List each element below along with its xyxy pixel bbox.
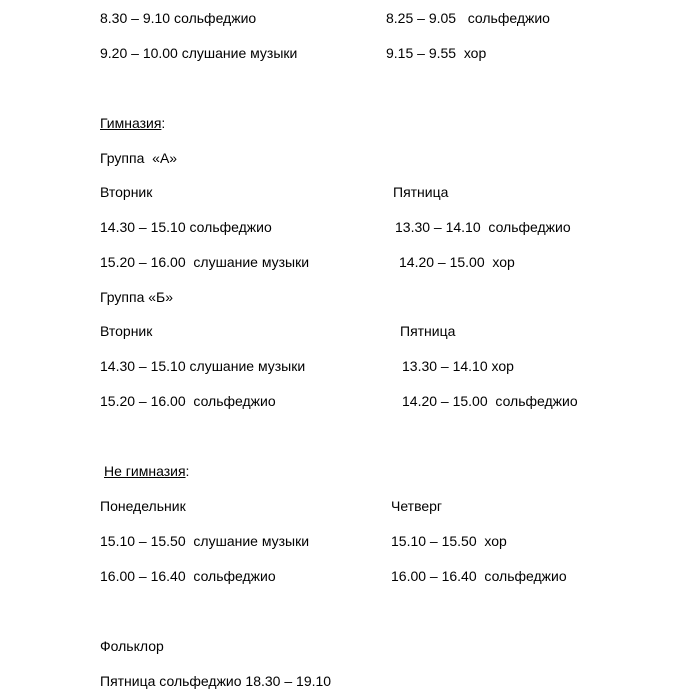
group-b-left-line-1: 14.30 – 15.10 слушание музыки (100, 358, 306, 374)
gymnasium-heading (100, 114, 165, 132)
group-b-right-line-1: 13.30 – 14.10 хор (402, 358, 514, 374)
group-a-right-line-1: 13.30 – 14.10 сольфеджио (395, 219, 571, 235)
top-left-line-2: 9.20 – 10.00 слушание музыки (100, 45, 298, 61)
non-gymnasium-day-left: Понедельник (100, 498, 186, 514)
non-gymnasium-left-line-1: 15.10 – 15.50 слушание музыки (100, 533, 310, 549)
non-gymnasium-right-line-1: 15.10 – 15.50 хор (391, 533, 507, 549)
group-a-right-line-2: 14.20 – 15.00 хор (399, 254, 515, 270)
top-right-line-1: 8.25 – 9.05 сольфеджио (386, 10, 550, 26)
gymnasium-heading-text: Гимназия (100, 115, 162, 131)
gymnasium-heading-colon: : (161, 115, 166, 131)
folklore-heading: Фольклор (100, 638, 164, 654)
group-a-left-line-1: 14.30 – 15.10 сольфеджио (100, 219, 272, 235)
group-b-label: Группа «Б» (100, 289, 174, 305)
non-gymnasium-day-right: Четверг (391, 498, 443, 514)
group-b-day-right: Пятница (400, 323, 456, 339)
top-left-line-1: 8.30 – 9.10 сольфеджио (100, 10, 257, 26)
non-gymnasium-heading (104, 462, 189, 480)
group-a-day-left: Вторник (100, 184, 153, 200)
group-b-right-line-2: 14.20 – 15.00 сольфеджио (402, 393, 578, 409)
folklore-line: Пятница сольфеджио 18.30 – 19.10 (100, 673, 332, 689)
non-gymnasium-right-line-2: 16.00 – 16.40 сольфеджио (391, 568, 567, 584)
top-right-line-2: 9.15 – 9.55 хор (386, 45, 487, 61)
non-gymnasium-left-line-2: 16.00 – 16.40 сольфеджио (100, 568, 276, 584)
group-a-day-right: Пятница (393, 184, 449, 200)
non-gymnasium-heading-text: Не гимназия (104, 463, 186, 479)
group-a-label: Группа «А» (100, 150, 178, 166)
non-gymnasium-heading-colon: : (185, 463, 190, 479)
group-b-day-left: Вторник (100, 323, 153, 339)
group-a-left-line-2: 15.20 – 16.00 слушание музыки (100, 254, 310, 270)
group-b-left-line-2: 15.20 – 16.00 сольфеджио (100, 393, 276, 409)
